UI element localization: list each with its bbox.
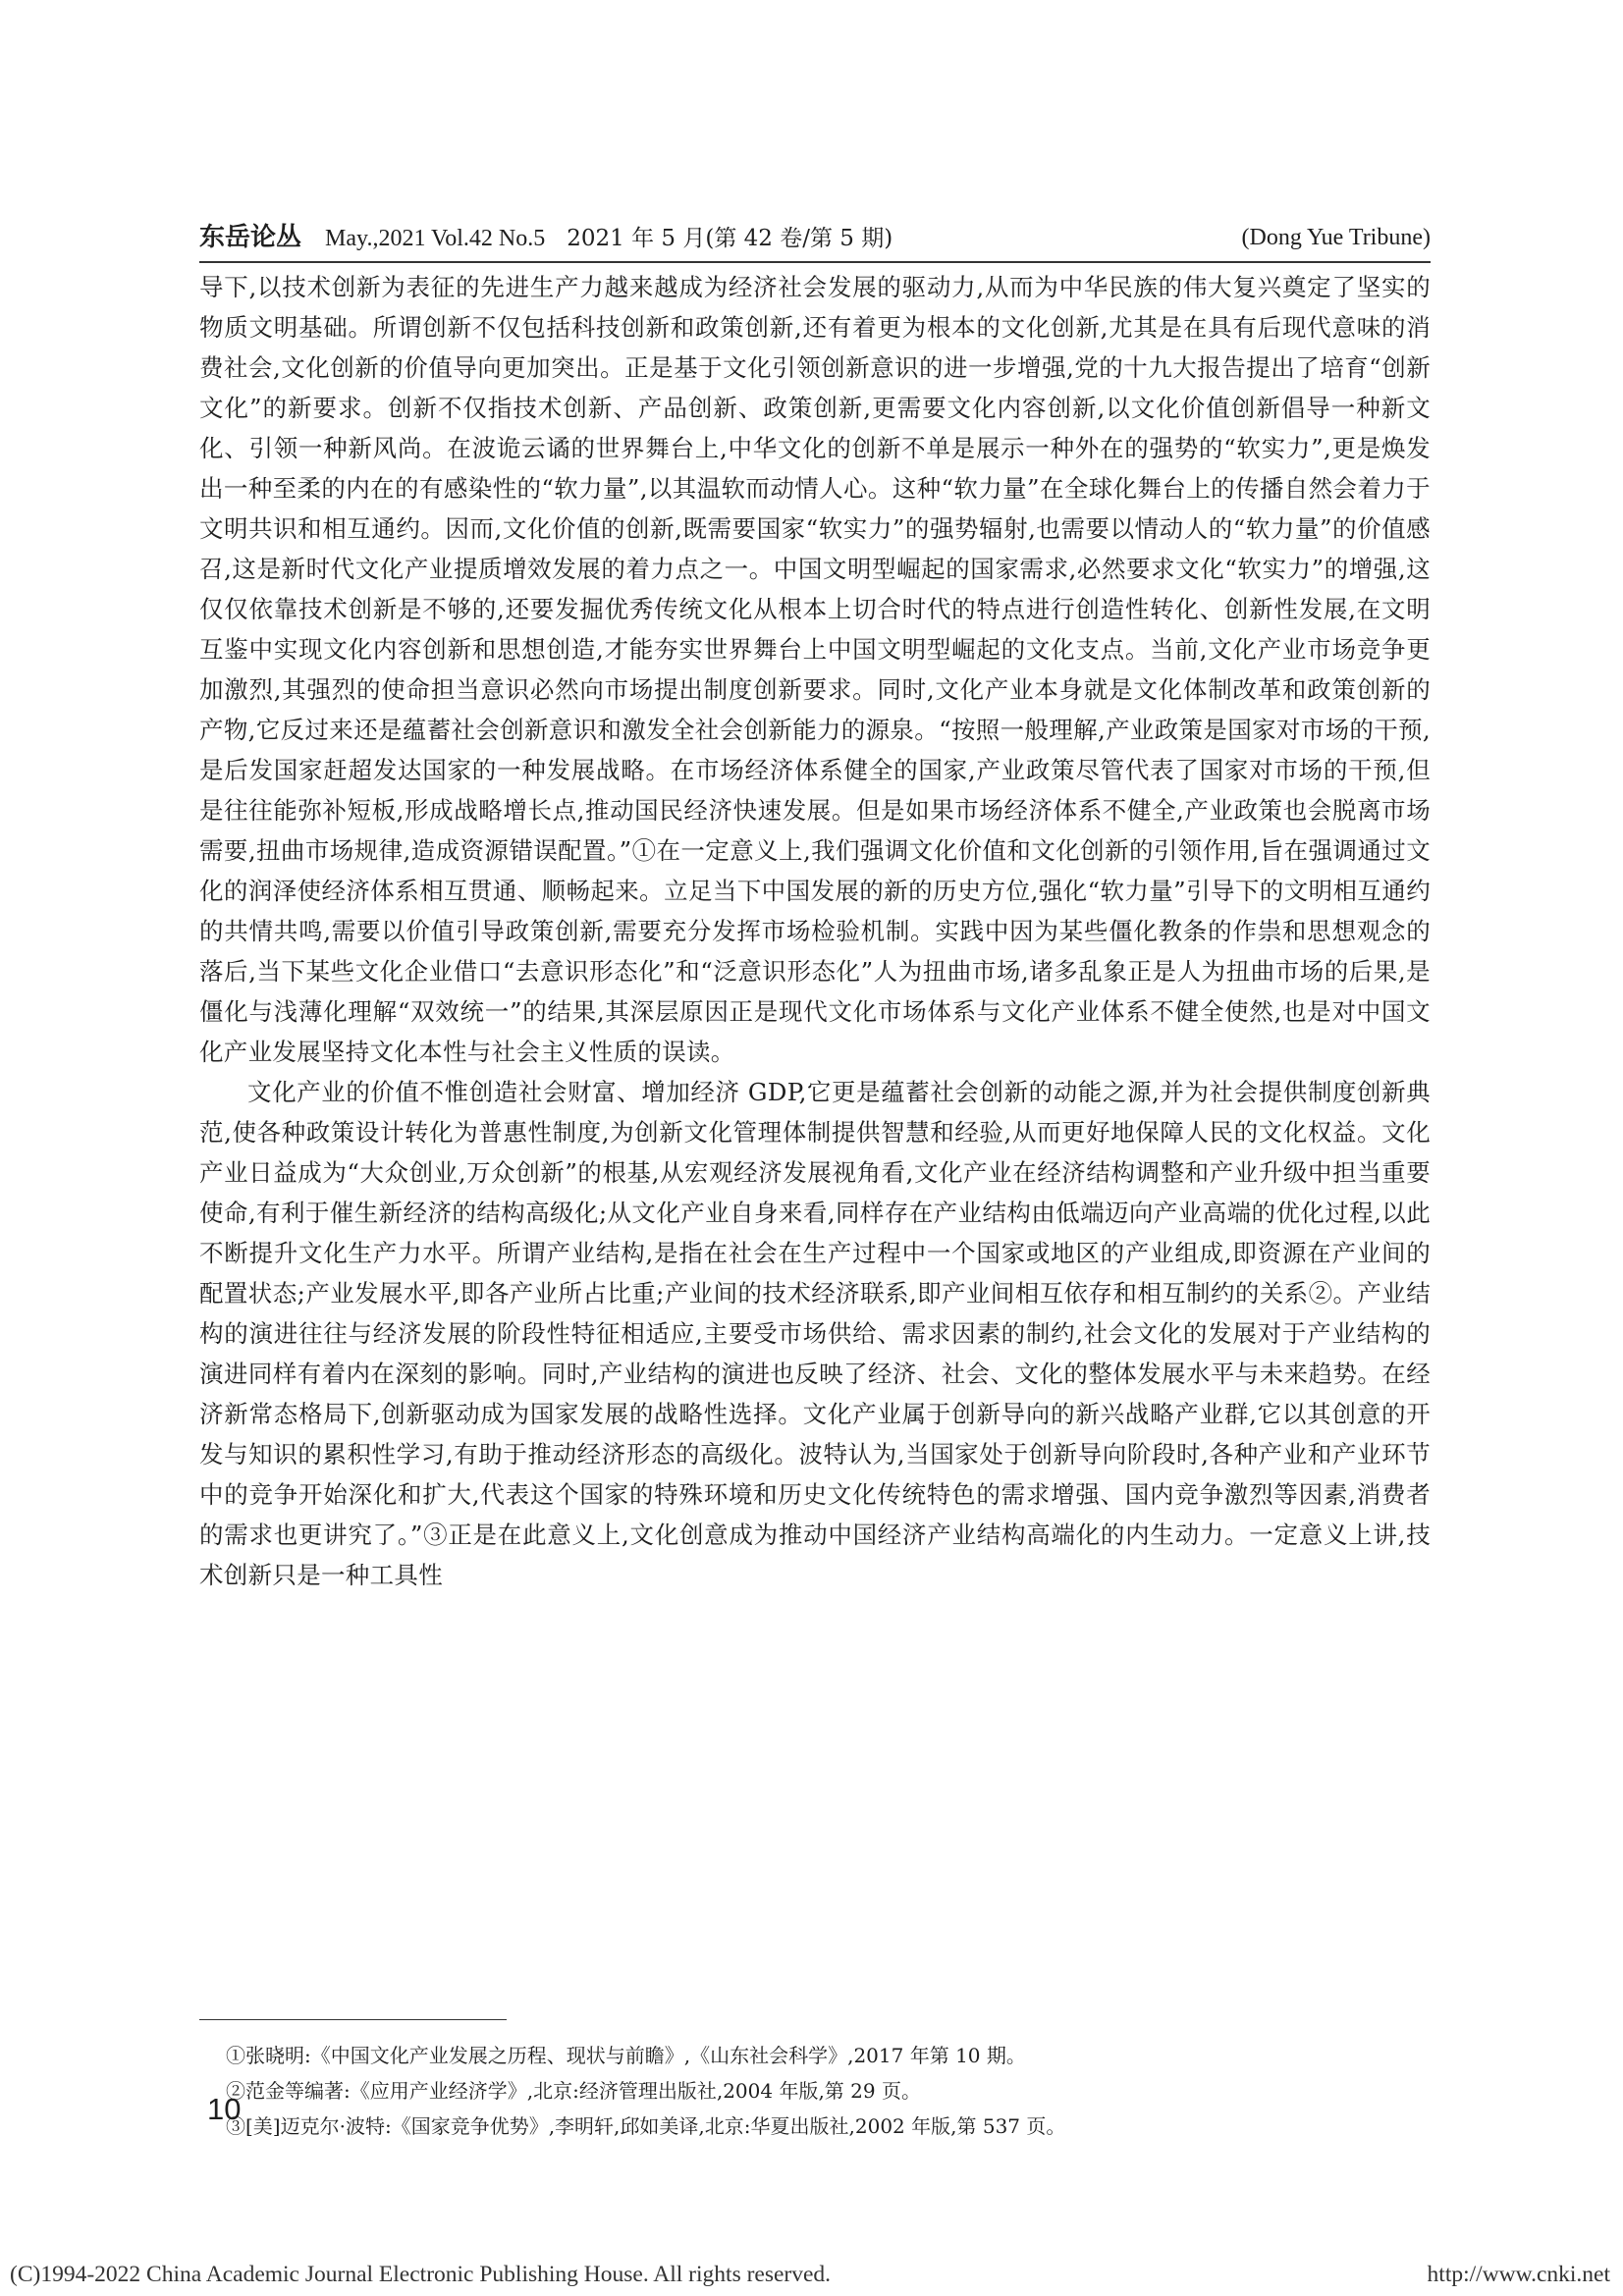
paragraph-continuation: 导下,以技术创新为表征的先进生产力越来越成为经济社会发展的驱动力,从而为中华民族的伟大复兴奠定了坚实的物质文明基础。所谓创新不仅包括科技创新和政策创新,还有着更为根本的文化创新,尤其是在具有后现代意味的消费社会,文化创新的价值导向更加突出。正是基于文化引领创新意识的进一步增强,党的十九大报告提出了培育“创新文化”的新要求。创新不仅指技术创新、产品创新、政策创新,更需要文化内容创新,以文化价值创新倡导一种新文化、引领一种新风尚。在波诡云谲的世界舞台上,中华文化的创新不单是展示一种外在的强势的“软实力”,更是焕发出一种至柔的内在的有感染性的“软力量”,以其温软而动情人心。这种“软力量”在全球化舞台上的传播自然会着力于文明共识和相互通约。因而,文化价值的创新,既需要国家“软实力”的强势辐射,也需要以情动人的“软力量”的价值感召,这是新时代文化产业提质增效发展的着力点之一。中国文明型崛起的国家需求,必然要求文化“软实力”的增强,这仅仅依靠技术创新是不够的,还要发掘优秀传统文化从根本上切合时代的特点进行创造性转化、创新性发展,在文明互鉴中实现文化内容创新和思想创造,才能夯实世界舞台上中国文明型崛起的文化支点。当前,文化产业市场竞争更加激烈,其强烈的使命担当意识必然向市场提出制度创新要求。同时,文化产业本身就是文化体制改革和政策创新的产物,它反过来还是蕴蓄社会创新意识和激发全社会创新能力的源泉。“按照一般理解,产业政策是国家对市场的干预,是后发国家赶超发达国家的一种发展战略。在市场经济体系健全的国家,产业政策尽管代表了国家对市场的干预,但是往往能弥补短板,形成战略增长点,推动国民经济快速发展。但是如果市场经济体系不健全,产业政策也会脱离市场需要,扭曲市场规律,造成资源错误配置。”①在一定意义上,我们强调文化价值和文化创新的引领作用,旨在强调通过文化的润泽使经济体系相互贯通、顺畅起来。立足当下中国发展的新的历史方位,强化“软力量”引导下的文明相互通约的共情共鸣,需要以价值引导政策创新,需要充分发挥市场检验机制。实践中因为某些僵化教条的作祟和思想观念的落后,当下某些文化企业借口“去意识形态化”和“泛意识形态化”人为扭曲市场,诸多乱象正是人为扭曲市场的后果,是僵化与浅薄化理解“双效统一”的结果,其深层原因正是现代文化市场体系与文化产业体系不健全使然,也是对中国文化产业发展坚持文化本性与社会主义性质的误读。 [199,273,1431,1066]
footnote-divider [199,2019,507,2020]
page-number: 10 [207,2092,242,2126]
copyright-notice: (C)1994-2022 China Academic Journal Electronic Publishing House. All rights reserved. [10,2262,832,2287]
footnotes [226,2038,1404,2144]
journal-name-en: (Dong Yue Tribune) [1241,225,1431,250]
website-link[interactable]: http://www.cnki.net [1427,2262,1610,2287]
footnote-2: ②范金等编著:《应用产业经济学》,北京:经济管理出版社,2004 年版,第 29 页。 [226,2079,921,2103]
copyright-footer [0,2255,1623,2294]
paragraph: 文化产业的价值不惟创造社会财富、增加经济 GDP,它更是蕴蓄社会创新的动能之源,并为社会提供制度创新典范,使各种政策设计转化为普惠性制度,为创新文化管理体制提供智慧和经验,从而更好地保障人民的文化权益。文化产业日益成为“大众创业,万众创新”的根基,从宏观经济发展视角看,文化产业在经济结构调整和产业升级中担当重要使命,有利于催生新经济的结构高级化;从文化产业自身来看,同样存在产业结构由低端迈向产业高端的优化过程,以此不断提升文化生产力水平。所谓产业结构,是指在社会在生产过程中一个国家或地区的产业组成,即资源在产业间的配置状态;产业发展水平,即各产业所占比重;产业间的技术经济联系,即产业间相互依存和相互制约的关系②。产业结构的演进往往与经济发展的阶段性特征相适应,主要受市场供给、需求因素的制约,社会文化的发展对于产业结构的演进同样有着内在深刻的影响。同时,产业结构的演进也反映了经济、社会、文化的整体发展水平与未来趋势。在经济新常态格局下,创新驱动成为国家发展的战略性选择。文化产业属于创新导向的新兴战略产业群,它以其创意的开发与知识的累积性学习,有助于推动经济形态的高级化。波特认为,当国家处于创新导向阶段时,各种产业和产业环节中的竞争开始深化和扩大,代表这个国家的特殊环境和历史文化传统特色的需求增强、国内竞争激烈等因素,消费者的需求也更讲究了。”③正是在此意义上,文化创意成为推动中国经济产业结构高端化的内生动力。一定意义上讲,技术创新只是一种工具性 [199,1078,1431,1589]
journal-name: 东岳论丛 [199,223,302,251]
article-body [199,267,1431,1595]
header-divider [199,261,1431,263]
issue-info-cn: 2021 年 5 月(第 42 卷/第 5 期) [567,226,893,251]
footnote-1: ①张晓明:《中国文化产业发展之历程、现状与前瞻》,《山东社会科学》,2017 年第 10 期。 [226,2044,1026,2067]
issue-info-en: May.,2021 Vol.42 No.5 [325,226,546,251]
running-header [199,218,1431,257]
footnote-3: ③[美]迈克尔·波特:《国家竞争优势》,李明轩,邱如美译,北京:华夏出版社,2002 年版,第 537 页。 [226,2114,1066,2138]
